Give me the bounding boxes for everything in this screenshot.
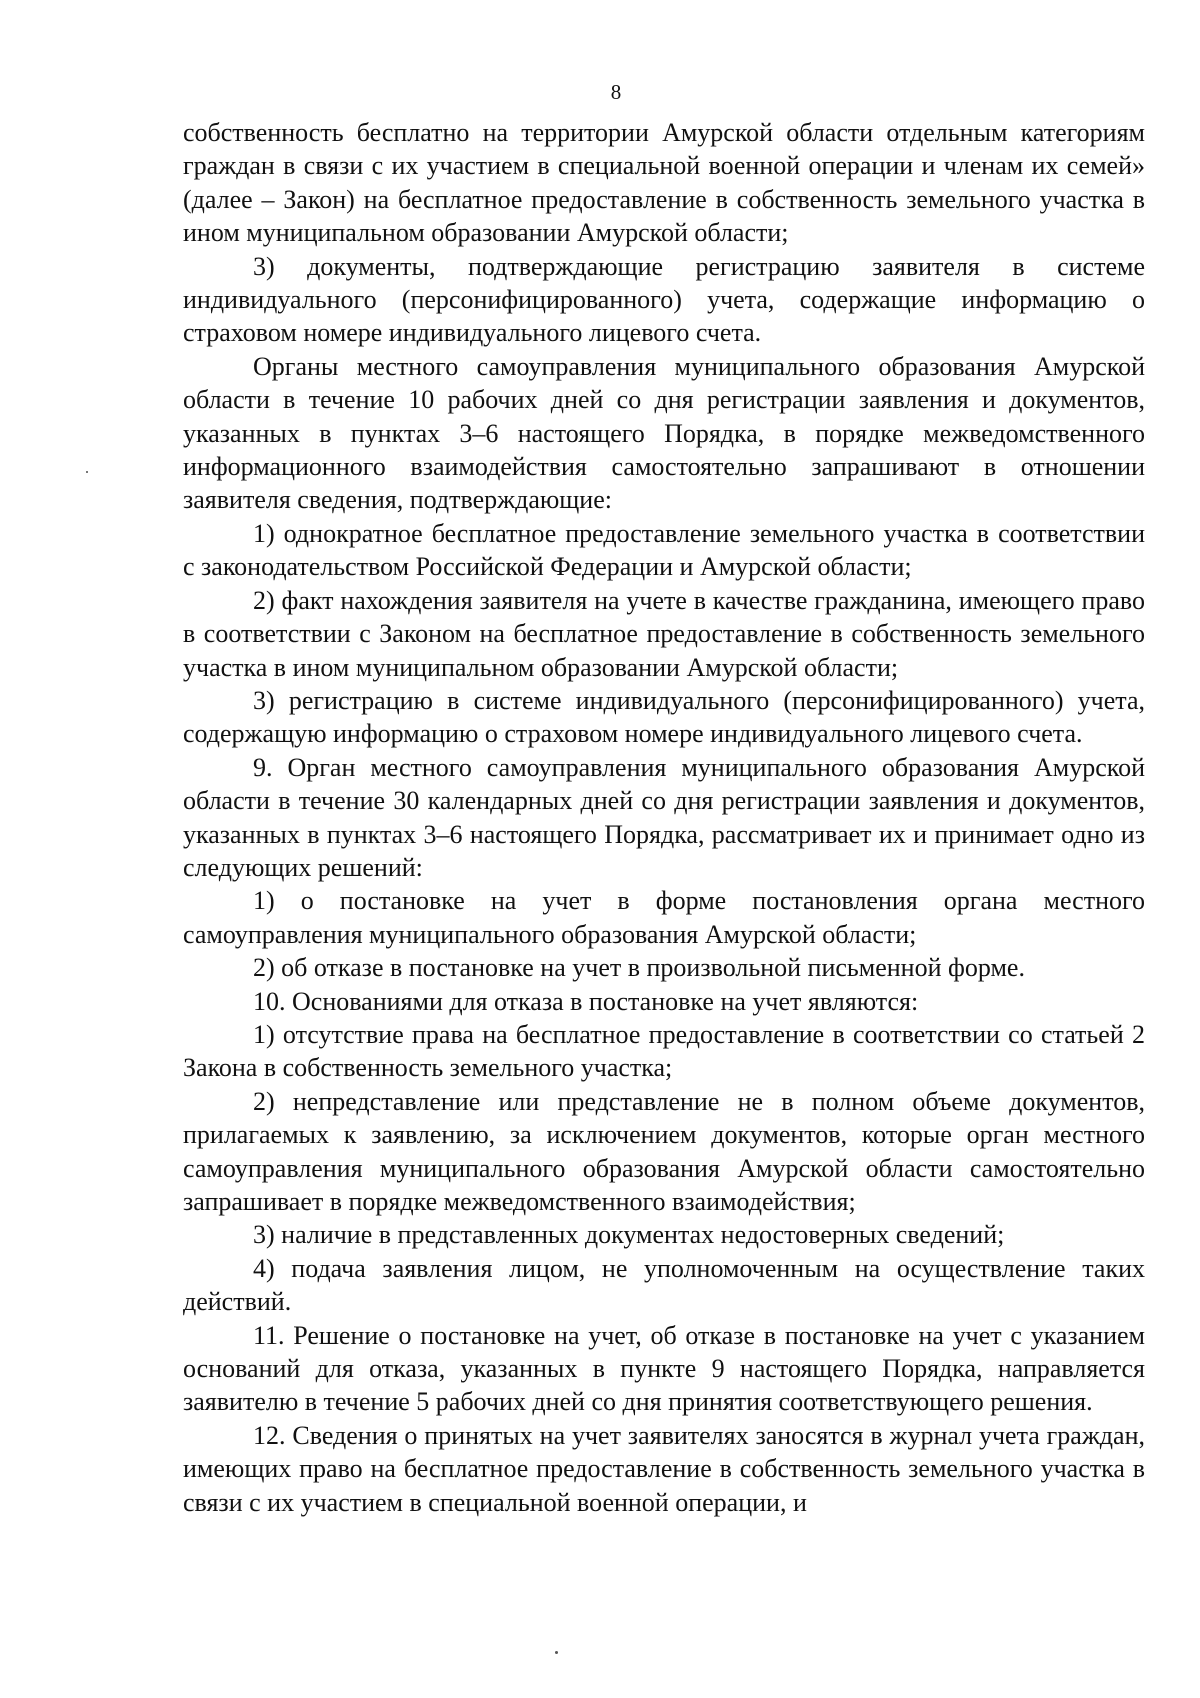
document-body [183,116,1145,1519]
paragraph-section-9: 9. Орган местного самоуправления муниципального образования Амурской области в течение 30 календарных дней со дня регистрации заявления и документов, указанных в пунктах 3–6 настоящего Порядка, рассматривает их и принимает одно из следующих решений: [183,752,1145,882]
paragraph-10-item-2: 2) непредставление или представление не в полном объеме документов, прилагаемых к заявлению, за исключением документов, которые орган местного самоуправления муниципального образования Амурской области самостоятельно запрашивает в порядке межведомственного взаимодействия; [183,1086,1145,1216]
paragraph-section-12: 12. Сведения о принятых на учет заявителях заносятся в журнал учета граждан, имеющих право на бесплатное предоставление в собственность земельного участка в связи с их участием в специальной военной операции, и [183,1420,1145,1517]
paragraph-organs-request: Органы местного самоуправления муниципального образования Амурской области в течение 10 рабочих дней со дня регистрации заявления и документов, указанных в пунктах 3–6 настоящего Порядка, в порядке межведомственного информационного взаимодействия самостоятельно запрашивают в отношении заявителя сведения, подтверждающие: [183,351,1145,515]
paragraph-item-1-one-time: 1) однократное бесплатное предоставление земельного участка в соответствии с законодательством Российской Федерации и Амурской области; [183,518,1145,582]
paragraph-section-11: 11. Решение о постановке на учет, об отказе в постановке на учет с указанием оснований для отказа, указанных в пункте 9 настоящего Порядка, направляется заявителю в течение 5 рабочих дней со дня принятия соответствующего решения. [183,1320,1145,1417]
scan-mark [86,471,88,473]
paragraph-10-item-3: 3) наличие в представленных документах недостоверных сведений; [253,1220,1005,1250]
paragraph-9-item-2: 2) об отказе в постановке на учет в произвольной письменной форме. [253,953,1025,983]
paragraph-10-item-1: 1) отсутствие права на бесплатное предоставление в соответствии со статьей 2 Закона в собственность земельного участка; [183,1019,1145,1083]
paragraph-item-2-registration-fact: 2) факт нахождения заявителя на учете в качестве гражданина, имеющего право в соответствии с Законом на бесплатное предоставление в собственность земельного участка в ином муниципальном образовании Амурской области; [183,585,1145,682]
paragraph-item-3-documents: 3) документы, подтверждающие регистрацию заявителя в системе индивидуального (персонифицированного) учета, содержащие информацию о страховом номере индивидуального лицевого счета. [183,251,1145,348]
paragraph-continuation: собственность бесплатно на территории Амурской области отдельным категориям граждан в связи с их участием в специальной военной операции и членам их семей» (далее – Закон) на бесплатное предоставление в собственность земельного участка в ином муниципальном образовании Амурской области; [183,118,1145,248]
paragraph-9-item-1: 1) о постановке на учет в форме постановления органа местного самоуправления муниципального образования Амурской области; [183,886,1145,949]
scan-dot [555,1651,558,1654]
paragraph-10-item-4: 4) подача заявления лицом, не уполномоченным на осуществление таких действий. [183,1253,1145,1317]
page-number: 8 [610,80,622,104]
paragraph-section-10: 10. Основаниями для отказа в постановке на учет являются: [253,986,919,1016]
paragraph-item-3-registration: 3) регистрацию в системе индивидуального (персонифицированного) учета, содержащую информацию о страховом номере индивидуального лицевого счета. [183,685,1145,749]
